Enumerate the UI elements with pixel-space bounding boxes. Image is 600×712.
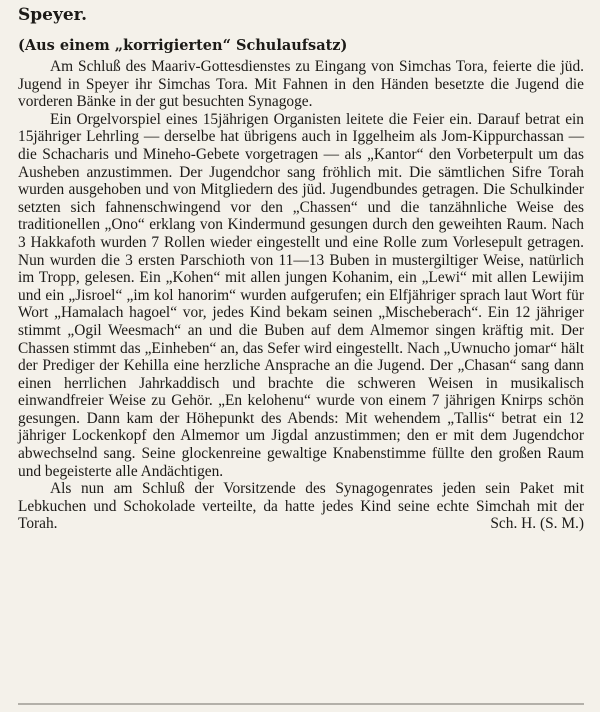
article-paragraph-text: Als nun am Schluß der Vorsitzende des Synagogenrates jeden sein Paket mit Lebkuchen und Schokolade verteilte, da hatte jedes Kind seine echte Simchah mit der Torah. xyxy=(18,480,584,533)
bottom-rule xyxy=(18,703,584,705)
article-paragraph: Am Schluß des Maariv-Gottesdienstes zu Eingang von Simchas Tora, feierte die jüd. Jugend in Speyer ihr Simchas Tora. Mit Fahnen in den Händen besetzte die Jugend die vorderen Bänke in der gut besuchten Synagoge. xyxy=(18,58,584,111)
author-signature: Sch. H. (S. M.) xyxy=(490,515,584,533)
article-paragraph-last xyxy=(18,480,584,533)
article-paragraph: Ein Orgelvorspiel eines 15jährigen Organisten leitete die Feier ein. Darauf betrat ein 15jähriger Lehrling — derselbe hat übrigens auch in Iggelheim als Jom-Kippurchassan — die Schacharis und Mineho-Gebete vorgetragen — als „Kantor“ den Vorbeterpult um das Ausheben anzustimmen. Der Jugendchor sang fröhlich mit. Die sämtlichen Sifre Torah wurden ausgehoben und von Mitgliedern des jüd. Jugendbundes getragen. Die Schulkinder setzten sich fahnenschwingend vor den „Chassen“ und die tanzähnliche Weise des traditionellen „Ono“ erklang von Kindermund gesungen durch den geweihten Raum. Nach 3 Hakkafoth wurden 7 Rollen wieder eingestellt und eine Rolle zum Vorlesepult getragen. Nun wurden die 3 ersten Parschioth von 11—13 Buben in mustergiltiger Weise, natürlich im Tropp, gelesen. Ein „Kohen“ mit allen jungen Kohanim, ein „Lewi“ mit allen Lewijim und ein „Jisroel“ „im kol hanorim“ wurden aufgerufen; ein Elfjähriger sprach laut Wort für Wort „Hamalach hagoel“ vor, jedes Kind bekam seinen „Mischeberach“. Ein 12 jähriger stimmt „Ogil Weesmach“ an und die Buben auf dem Almemor singen kräftig mit. Der Chassen stimmt das „Einheben“ an, das Sefer wird eingestellt. Nach „Uwnucho jomar“ hält der Prediger der Kehilla eine herzliche Ansprache an die Jugend. Der „Chasan“ sang dann einen herrlichen Jahrkaddisch und brachte die schweren Weisen in musikalisch einwandfreier Weise zu Gehör. „En kelohenu“ wurde von einem 7 jährigen Knirps schön gesungen. Dann kam der Höhepunkt des Abends: Mit wehendem „Tallis“ betrat ein 12 jähriger Lockenkopf den Almemor um Jigdal anzustimmen; den er mit dem Jugendchor abwechselnd sang. Seine glockenreine gewaltige Knabenstimme füllte den großen Raum und begeisterte alle Andächtigen. xyxy=(18,110,584,480)
article-subtitle: (Aus einem „korrigierten“ Schulaufsatz) xyxy=(18,37,348,54)
article-place-heading: Speyer. xyxy=(18,5,87,25)
article xyxy=(18,4,584,533)
